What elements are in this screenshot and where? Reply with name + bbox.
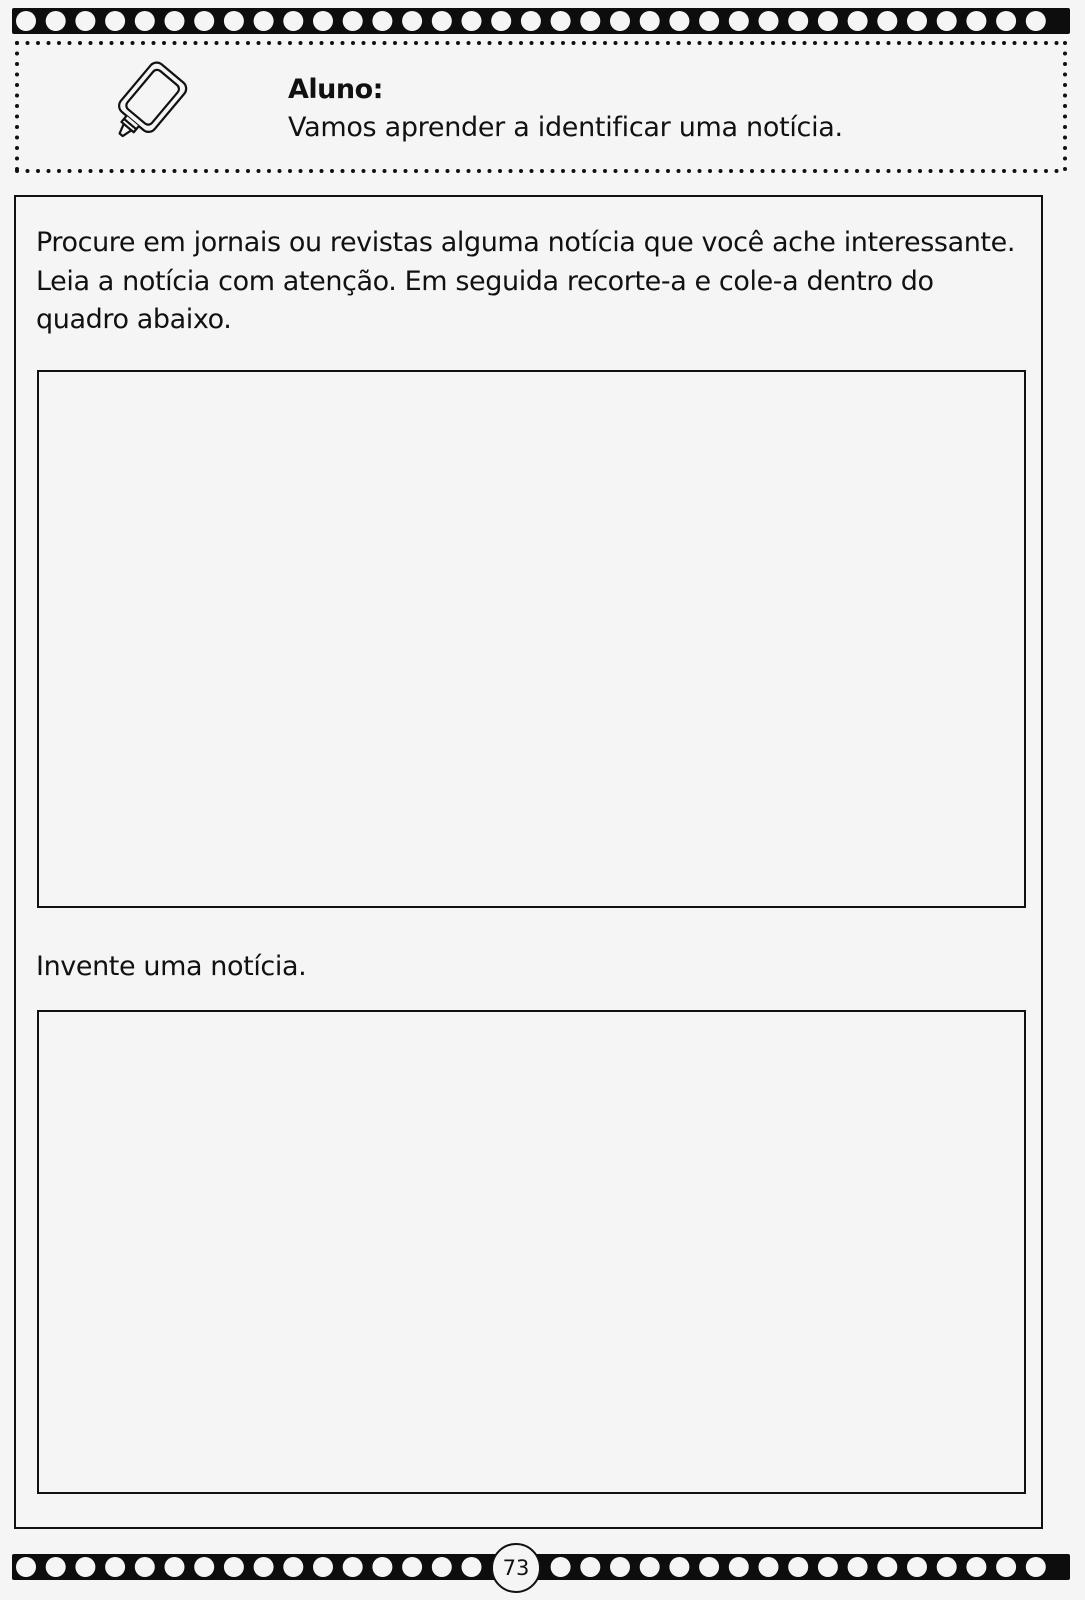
- news-writing-area[interactable]: [37, 1010, 1026, 1494]
- invent-news-label: Invente uma notícia.: [36, 951, 307, 982]
- top-border-strip: [12, 8, 1070, 34]
- dot-pattern: [12, 8, 1070, 34]
- page-number: 73: [491, 1543, 541, 1593]
- dot-pattern: [12, 1554, 1070, 1580]
- news-paste-area[interactable]: [37, 370, 1026, 908]
- glue-bottle-icon: [100, 52, 200, 148]
- instruction-line-2: Leia a notícia com atenção. Em seguida recorte-a e cole-a dentro do: [36, 265, 934, 297]
- instruction-line-3: quadro abaixo.: [36, 304, 232, 335]
- instruction-line-1: Procure em jornais ou revistas alguma notícia que você ache interessante.: [36, 227, 1016, 258]
- student-label: Aluno:: [288, 74, 383, 105]
- activity-instruction: [36, 224, 1051, 340]
- bottom-border-strip: [12, 1554, 1070, 1580]
- student-instruction: Vamos aprender a identificar uma notícia.: [288, 112, 843, 143]
